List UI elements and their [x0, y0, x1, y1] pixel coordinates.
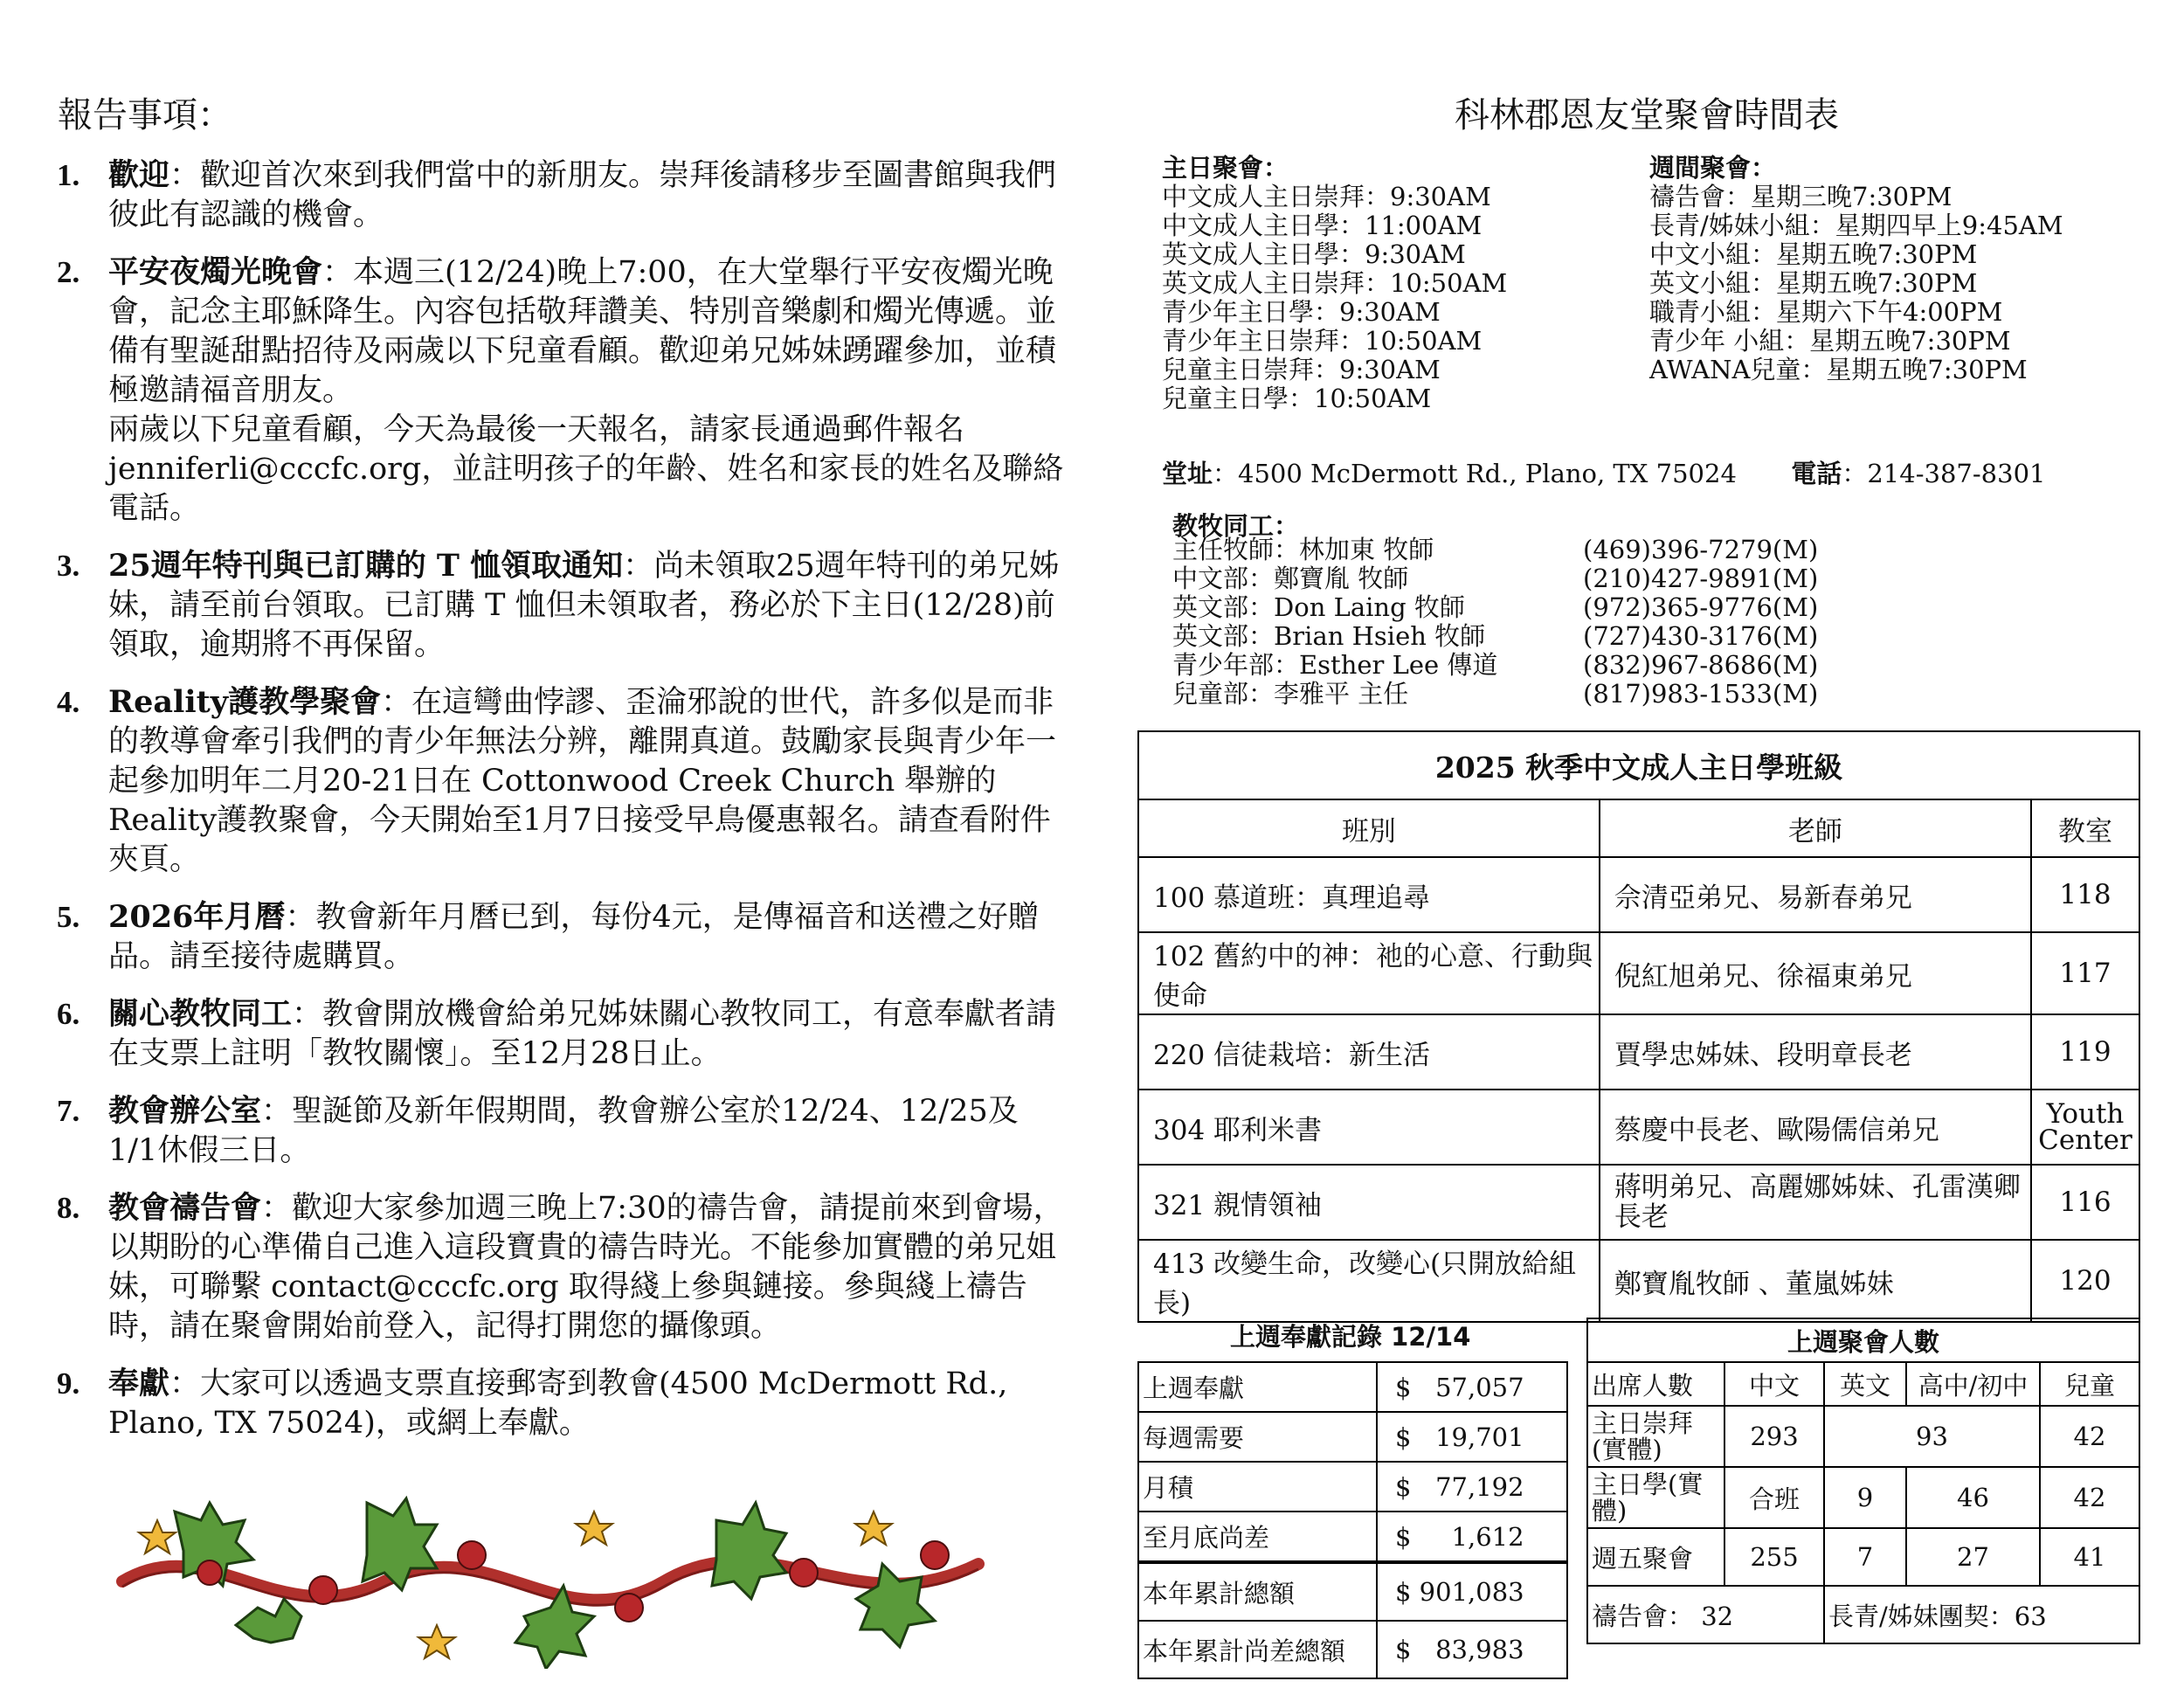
- schedule-line: 禱告會：星期三晚7:30PM: [1649, 182, 1952, 211]
- table-row: 413 改變生命，改變心(只開放給組長) 鄭寶胤牧師 、董嵐姊妹 120: [1138, 1240, 2139, 1322]
- column-header: 出席人數: [1587, 1362, 1724, 1406]
- item-body: ：大家可以透過支票直接郵寄到教會(4500 McDermott Rd., Plano, TX 75024)，或網上奉獻。: [108, 1366, 1008, 1441]
- schedule-line: 青少年 小組：星期五晚7:30PM: [1649, 326, 2011, 356]
- item-extra: 兩歲以下兒童看顧，今天為最後一天報名，請家長通過郵件報名 jenniferli@cccfc.org，並註明孩子的年齡、姓名和家長的姓名及聯絡電話。: [108, 412, 1064, 526]
- table-row: 週五聚會 255 7 27 41: [1587, 1528, 2139, 1586]
- column-header: 老師: [1600, 799, 2031, 857]
- item-body: ：聖誕節及新年假期間，教會辦公室於12/24、12/25及1/1休假三日。: [108, 1094, 1019, 1168]
- list-item: 4. Reality護教學聚會：在這彎曲悖謬、歪淪邪說的世代，許多似是而非的教導會牽引我們的青少年無法分辨，離開真道。鼓勵家長與青少年一起參加明年二月20-21日在 Cottonwood Creek Church 舉辦的Reality護教聚會，今天開始至1月7日接受早鳥優惠報名。請查看附件夾頁。: [57, 684, 1057, 877]
- phone-label: 電話: [1791, 459, 1842, 488]
- item-body: ：教會新年月曆已到，每份4元，是傳福音和送禮之好贈品。請至接待處購買。: [108, 900, 1039, 974]
- table-row: 禱告會： 32 長青/姊妹團契：63: [1587, 1586, 2139, 1643]
- item-body: ：本週三(12/24)晚上7:00，在大堂舉行平安夜燭光晚會，記念主耶穌降生。內容包括敬拜讚美、特別音樂劇和燭光傳遞。並備有聖誕甜點招待及兩歲以下兒童看顧。歡迎弟兄姊妹踴躍參加，並積極邀請福音朋友。: [108, 255, 1057, 408]
- item-body: ：歡迎大家參加週三晚上7:30的禱告會，請提前來到會場，以期盼的心準備自己進入這段寶貴的禱告時光。不能參加實體的弟兄姐妹，可聯繫 contact@cccfc.org 取得綫上參與鏈接。參與綫上禱告時，請在聚會開始前登入，記得打開您的攝像頭。: [108, 1191, 1064, 1344]
- schedule-line: 兒童主日學：10:50AM: [1162, 384, 1432, 413]
- phone-value: ：214-387-8301: [1842, 459, 2046, 488]
- schedule-line: 中文小組：星期五晚7:30PM: [1649, 239, 1978, 269]
- item-heading: 2026年月曆: [108, 899, 286, 935]
- schedule-line: 長青/姊妹小組：星期四早上9:45AM: [1649, 211, 2063, 240]
- item-heading: 平安夜燭光晚會: [108, 254, 323, 290]
- pastor-list: [1172, 536, 1818, 709]
- schedule-line: 英文小組：星期五晚7:30PM: [1649, 268, 1978, 298]
- item-heading: 教會禱告會: [108, 1190, 262, 1226]
- column-header: 英文: [1824, 1362, 1906, 1406]
- list-item: 9. 奉獻：大家可以透過支票直接郵寄到教會(4500 McDermott Rd., Plano, TX 75024)，或網上奉獻。: [57, 1366, 1008, 1441]
- table-row: 至月底尚差 $ 1,612: [1138, 1512, 1567, 1562]
- list-item: 7. 教會辦公室：聖誕節及新年假期間，教會辦公室於12/24、12/25及1/1休假三日。: [57, 1093, 1019, 1168]
- table-row: 月積 $ 77,192: [1138, 1462, 1567, 1512]
- table-row: 100 慕道班：真理追尋 佘清亞弟兄、易新春弟兄 118: [1138, 857, 2139, 932]
- table-row: 本年累計總額 $ 901,083: [1138, 1562, 1567, 1621]
- table-caption: 2025 秋季中文成人主日學班級: [1138, 731, 2139, 799]
- announcement-list: [51, 156, 1064, 1461]
- item-heading: Reality護教學聚會: [108, 684, 382, 720]
- list-item: 2. 平安夜燭光晚會：本週三(12/24)晚上7:00，在大堂舉行平安夜燭光晚會，記念主耶穌降生。內容包括敬拜讚美、特別音樂劇和燭光傳遞。並備有聖誕甜點招待及兩歲以下兒童看顧。歡迎弟兄姊妹踴躍參加，並積極邀請福音朋友。 兩歲以下兒童看顧，今天為最後一天報名，請家長通過郵件報名 jenniferli@cccfc.org，並註明孩子的年齡、姓名和家長的姓名及聯絡電話。: [51, 253, 1064, 529]
- item-heading: 奉獻: [108, 1366, 170, 1401]
- list-item: 8. 教會禱告會：歡迎大家參加週三晚上7:30的禱告會，請提前來到會場，以期盼的心準備自己進入這段寶貴的禱告時光。不能參加實體的弟兄姐妹，可聯繫 contact@cccfc.org 取得綫上參與鏈接。參與綫上禱告時，請在聚會開始前登入，記得打開您的攝像頭。: [57, 1190, 1064, 1344]
- item-heading: 歡迎: [108, 157, 170, 193]
- weekly-heading: 週間聚會：: [1649, 153, 1777, 183]
- giving-table: [1137, 1361, 1568, 1679]
- item-heading: 25週年特刊與已訂購的 T 恤領取通知: [108, 548, 624, 584]
- item-body: ：尚未領取25週年特刊的弟兄姊妹，請至前台領取。已訂購 T 恤但未領取者，務必於下主日(12/28)前領取，逾期將不再保留。: [108, 549, 1060, 662]
- church-address: [1162, 454, 2045, 490]
- schedule-line: AWANA兒童：星期五晚7:30PM: [1649, 355, 2028, 384]
- schedule-title: 科林郡恩友堂聚會時間表: [1455, 95, 1839, 135]
- list-item: 5. 2026年月曆：教會新年月曆已到，每份4元，是傳福音和送禮之好贈品。請至接待處購買。: [57, 899, 1039, 974]
- item-body: ：教會開放機會給弟兄姊妹關心教牧同工，有意奉獻者請在支票上註明「教牧關懷」。至12月28日止。: [108, 997, 1057, 1071]
- table-row: 每週需要 $ 19,701: [1138, 1412, 1567, 1462]
- pastor-row: 主任牧師：林加東 牧師 (469)396-7279(M): [1172, 535, 1819, 564]
- pastor-row: 中文部：鄭寶胤 牧師 (210)427-9891(M): [1172, 564, 1819, 593]
- schedule-line: 中文成人主日學：11:00AM: [1162, 211, 1482, 240]
- list-item: 6. 關心教牧同工：教會開放機會給弟兄姊妹關心教牧同工，有意奉獻者請在支票上註明「教牧關懷」。至12月28日止。: [57, 996, 1057, 1071]
- table-row: 304 耶利米書 蔡慶中長老、歐陽儒信弟兄 Youth Center: [1138, 1090, 2139, 1165]
- table-row: 本年累計尚差總額 $ 83,983: [1138, 1621, 1567, 1678]
- address-value: ：4500 McDermott Rd., Plano, TX 75024: [1213, 459, 1737, 488]
- item-heading: 關心教牧同工: [108, 996, 293, 1032]
- pastor-row: 英文部：Don Laing 牧師 (972)365-9776(M): [1172, 592, 1819, 622]
- column-header: 高中/初中: [1906, 1362, 2040, 1406]
- pastors-heading: 教牧同工：: [1172, 511, 1300, 541]
- weekly-schedule: [1649, 154, 2063, 384]
- pastor-row: 青少年部：Esther Lee 傳道 (832)967-8686(M): [1172, 650, 1819, 680]
- announcements-title: 報告事項：: [58, 95, 232, 135]
- table-row: 主日崇拜(實體) 293 93 42: [1587, 1406, 2139, 1467]
- column-header: 兒童: [2040, 1362, 2139, 1406]
- item-heading: 教會辦公室: [108, 1093, 262, 1129]
- schedule-line: 兒童主日崇拜：9:30AM: [1162, 355, 1441, 384]
- schedule-line: 青少年主日崇拜：10:50AM: [1162, 326, 1482, 356]
- table-row: 321 親情領袖 蔣明弟兄、高麗娜姊妹、孔雷漢卿長老 116: [1138, 1165, 2139, 1240]
- sunday-heading: 主日聚會：: [1162, 153, 1289, 183]
- giving-heading: 上週奉獻記錄 12/14: [1230, 1322, 1471, 1352]
- schedule-line: 中文成人主日崇拜：9:30AM: [1162, 182, 1491, 211]
- schedule-line: 職青小組：星期六下午4:00PM: [1649, 297, 2003, 327]
- attendance-heading: 上週聚會人數: [1587, 1318, 2139, 1362]
- table-row: 主日學(實體) 合班 9 46 42: [1587, 1467, 2139, 1528]
- schedule-line: 英文成人主日崇拜：10:50AM: [1162, 268, 1508, 298]
- schedule-line: 英文成人主日學：9:30AM: [1162, 239, 1466, 269]
- table-row: 220 信徒栽培：新生活 賈學忠姊妹、段明章長老 119: [1138, 1014, 2139, 1090]
- list-item: 1. 歡迎：歡迎首次來到我們當中的新朋友。崇拜後請移步至圖書館與我們彼此有認識的機會。: [57, 157, 1057, 232]
- column-header: 中文: [1724, 1362, 1824, 1406]
- column-header: 教室: [2031, 799, 2139, 857]
- sunday-schedule: [1162, 154, 1507, 413]
- sunday-school-classes-table: [1137, 730, 2140, 1323]
- table-row: 上週奉獻 $ 57,057: [1138, 1362, 1567, 1412]
- holly-garland-illustration: [105, 1477, 1031, 1669]
- table-row: 102 舊約中的神：祂的心意、行動與使命 倪紅旭弟兄、徐福東弟兄 117: [1138, 932, 2139, 1014]
- pastor-row: 兒童部：李雅平 主任 (817)983-1533(M): [1172, 679, 1819, 709]
- address-label: 堂址: [1162, 459, 1213, 488]
- item-body: ：在這彎曲悖謬、歪淪邪說的世代，許多似是而非的教導會牽引我們的青少年無法分辨，離開真道。鼓勵家長與青少年一起參加明年二月20-21日在 Cottonwood Creek Church 舉辦的Reality護教聚會，今天開始至1月7日接受早鳥優惠報名。請查看附件夾頁。: [108, 685, 1057, 877]
- pastor-row: 英文部：Brian Hsieh 牧師 (727)430-3176(M): [1172, 621, 1819, 651]
- attendance-table: [1586, 1318, 2140, 1644]
- schedule-line: 青少年主日學：9:30AM: [1162, 297, 1441, 327]
- list-item: 3. 25週年特刊與已訂購的 T 恤領取通知：尚未領取25週年特刊的弟兄姊妹，請至前台領取。已訂購 T 恤但未領取者，務必於下主日(12/28)前領取，逾期將不再保留。: [57, 548, 1060, 662]
- item-body: ：歡迎首次來到我們當中的新朋友。崇拜後請移步至圖書館與我們彼此有認識的機會。: [108, 158, 1057, 232]
- column-header: 班別: [1138, 799, 1600, 857]
